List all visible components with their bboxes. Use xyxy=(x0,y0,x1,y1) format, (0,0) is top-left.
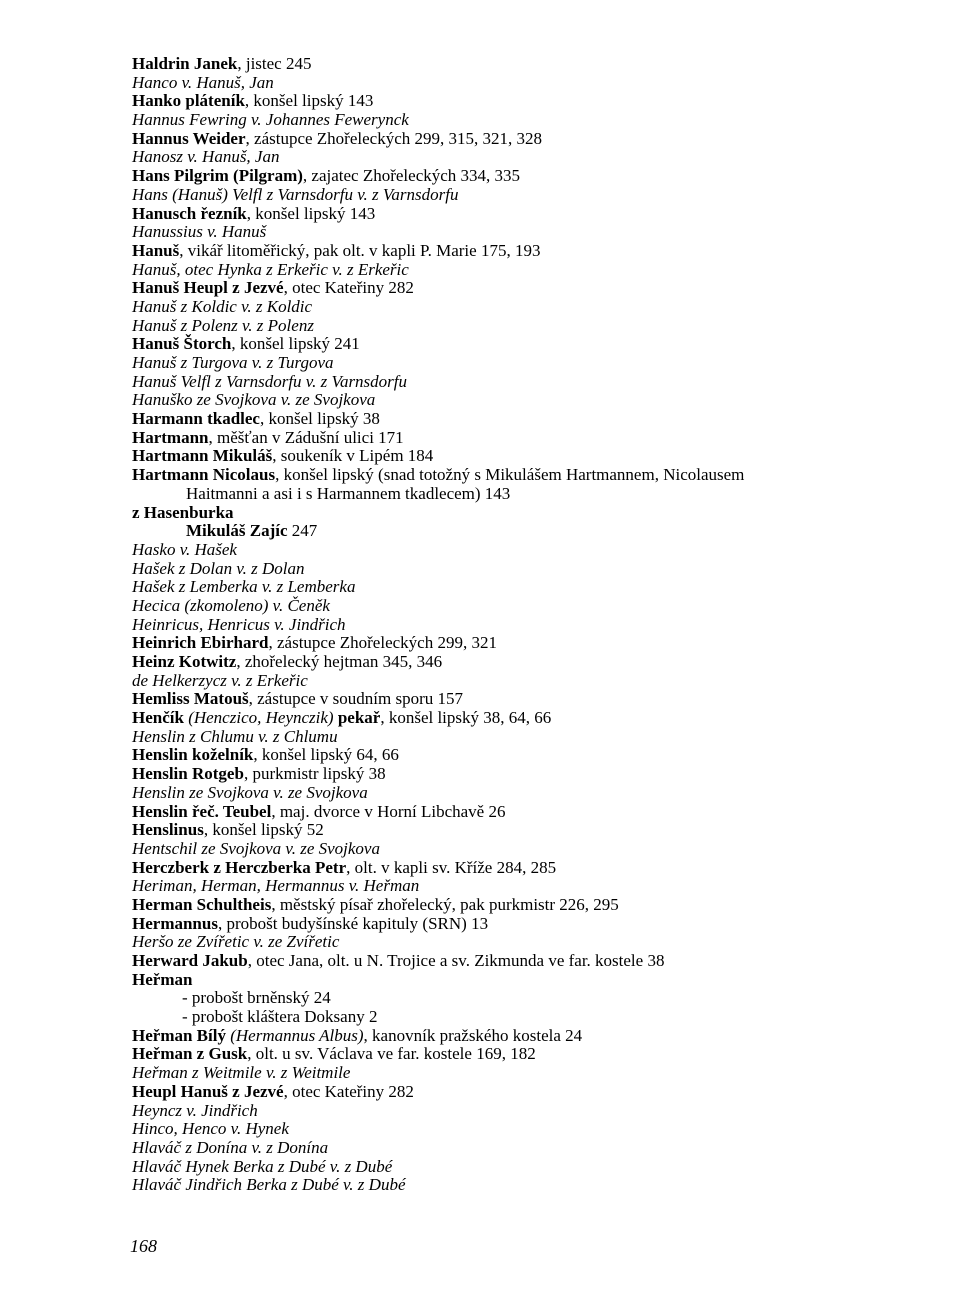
entry-italic-text: Hinco, Henco v. Hynek xyxy=(132,1119,289,1139)
entry-headword: z Hasenburka xyxy=(132,502,234,522)
entry-text: , otec Kateřiny 282 xyxy=(283,1081,414,1101)
entry-text: , konšel lipský 52 xyxy=(203,820,324,840)
entry-text: , kanovník pražského kostela 24 xyxy=(363,1025,583,1045)
entry-italic-text: Hlaváč Hynek Berka z Dubé v. z Dubé xyxy=(132,1156,393,1176)
index-entry xyxy=(132,915,932,934)
entry-headword: Hannus Weider xyxy=(132,128,246,148)
entry-headword: Hans Pilgrim (Pilgram) xyxy=(132,166,303,186)
index-entry xyxy=(132,335,932,354)
entry-text: , jistec 245 xyxy=(237,54,312,73)
entry-headword: Haldrin Janek xyxy=(132,54,238,73)
index-entry xyxy=(132,373,932,392)
index-entry xyxy=(132,653,932,672)
entry-headword: Hartmann Nicolaus xyxy=(132,465,276,485)
index-entry-list xyxy=(132,55,932,1195)
entry-headword: Heřman z Gusk xyxy=(132,1044,248,1064)
entry-headword: Herward Jakub xyxy=(132,951,248,971)
entry-text: , zástupce Zhořeleckých 299, 315, 321, 328 xyxy=(245,128,543,148)
entry-headword: Hanusch řezník xyxy=(132,203,247,223)
index-entry xyxy=(132,1120,932,1139)
index-entry xyxy=(132,1139,932,1158)
index-entry xyxy=(132,1008,932,1027)
entry-text: , konšel lipský 241 xyxy=(231,334,360,354)
entry-italic-text: Hanussius v. Hanuš xyxy=(132,222,267,242)
entry-italic-text: de Helkerzycz v. z Erkeřic xyxy=(132,670,308,690)
index-entry xyxy=(132,167,932,186)
entry-text: , konšel lipský 38, 64, 66 xyxy=(380,708,552,728)
entry-italic-text: Hans (Hanuš) Velfl z Varnsdorfu v. z Varnsdorfu xyxy=(132,184,459,204)
entry-text: , otec Jana, olt. u N. Trojice a sv. Zikmunda ve far. kostele 38 xyxy=(247,951,665,971)
entry-italic-text: Hlaváč z Donína v. z Donína xyxy=(132,1137,329,1157)
entry-headword: pekař xyxy=(337,708,381,728)
entry-text: , konšel lipský 38 xyxy=(259,409,380,429)
entry-italic-text: (Henczico, Heynczik) xyxy=(183,708,338,728)
entry-headword: Henčík xyxy=(132,708,184,728)
index-entry xyxy=(132,1045,932,1064)
entry-italic-text: Heriman, Herman, Hermannus v. Heřman xyxy=(132,876,420,896)
index-entry xyxy=(132,1158,932,1177)
entry-italic-text: Hanuš z Polenz v. z Polenz xyxy=(132,315,314,335)
entry-headword: Herczberk z Herczberka Petr xyxy=(132,857,347,877)
entry-italic-text: Hanuš z Koldic v. z Koldic xyxy=(132,296,313,316)
entry-headword: Hartmann Mikuláš xyxy=(132,446,273,466)
entry-italic-text: Hannus Fewring v. Johannes Fewerynck xyxy=(132,110,409,130)
entry-continuation: Haitmanni a asi i s Harmannem tkadlecem) 143 xyxy=(186,483,511,503)
index-entry xyxy=(132,130,932,149)
index-entry xyxy=(132,784,932,803)
entry-headword: Hanko pláteník xyxy=(132,91,245,111)
entry-headword: Hanuš xyxy=(132,240,180,260)
index-entry xyxy=(132,429,932,448)
entry-text: , konšel lipský (snad totožný s Mikulášem Hartmannem, Nicolausem xyxy=(275,465,745,485)
index-entry xyxy=(132,74,932,93)
entry-italic-text: (Hermannus Albus) xyxy=(225,1025,364,1045)
index-entry xyxy=(132,242,932,261)
index-entry xyxy=(132,541,932,560)
entry-headword: Heřman xyxy=(132,969,193,989)
entry-italic-text: Hanuško ze Svojkova v. ze Svojkova xyxy=(132,390,376,410)
entry-text: , měšťan v Zádušní ulici 171 xyxy=(208,427,404,447)
index-entry xyxy=(132,1064,932,1083)
index-entry xyxy=(132,634,932,653)
entry-text: , konšel lipský 64, 66 xyxy=(253,745,399,765)
entry-headword: Hanuš Heupl z Jezvé xyxy=(132,278,284,298)
entry-text: , konšel lipský 143 xyxy=(244,91,374,111)
entry-text: , probošt budyšínské kapituly (SRN) 13 xyxy=(217,913,489,933)
index-entry xyxy=(132,989,932,1008)
index-entry xyxy=(132,391,932,410)
entry-headword: Henslinus xyxy=(132,820,204,840)
index-entry xyxy=(132,466,932,503)
entry-headword: Herman Schultheis xyxy=(132,894,272,914)
entry-text: , olt. u sv. Václava ve far. kostele 169, 182 xyxy=(247,1044,536,1064)
entry-italic-text: Hanuš, otec Hynka z Erkeřic v. z Erkeřic xyxy=(132,259,409,279)
entry-text: , vikář litoměřický, pak olt. v kapli P. Marie 175, 193 xyxy=(179,240,541,260)
entry-italic-text: Hanuš Velfl z Varnsdorfu v. z Varnsdorfu xyxy=(132,371,408,391)
entry-headword: Henslin Rotgeb xyxy=(132,764,244,784)
entry-headword: Heupl Hanuš z Jezvé xyxy=(132,1081,284,1101)
index-entry xyxy=(132,933,932,952)
index-entry xyxy=(132,504,932,523)
index-entry xyxy=(132,1083,932,1102)
index-entry xyxy=(132,1176,932,1195)
entry-italic-text: Hanco v. Hanuš, Jan xyxy=(132,72,274,92)
index-entry xyxy=(132,971,932,990)
entry-italic-text: Hašek z Dolan v. z Dolan xyxy=(132,558,305,578)
entry-text: , zástupce v soudním sporu 157 xyxy=(248,689,463,709)
entry-italic-text: Heyncz v. Jindřich xyxy=(132,1100,258,1120)
index-entry xyxy=(132,840,932,859)
index-entry xyxy=(132,261,932,280)
index-entry xyxy=(132,55,932,74)
entry-text: - probošt kláštera Doksany 2 xyxy=(182,1007,378,1027)
index-entry xyxy=(132,111,932,130)
entry-text: , zhořelecký hejtman 345, 346 xyxy=(236,652,443,672)
index-entry xyxy=(132,223,932,242)
index-entry xyxy=(132,597,932,616)
index-entry xyxy=(132,1102,932,1121)
index-entry xyxy=(132,354,932,373)
entry-text: - probošt brněnský 24 xyxy=(182,988,331,1008)
index-entry xyxy=(132,279,932,298)
index-entry xyxy=(132,821,932,840)
index-entry xyxy=(132,859,932,878)
entry-headword: Hanuš Štorch xyxy=(132,334,232,354)
index-entry xyxy=(132,1027,932,1046)
entry-italic-text: Hentschil ze Svojkova v. ze Svojkova xyxy=(132,838,380,858)
index-entry xyxy=(132,317,932,336)
index-entry xyxy=(132,578,932,597)
entry-text: , otec Kateřiny 282 xyxy=(283,278,414,298)
index-entry xyxy=(132,560,932,579)
entry-text: , konšel lipský 143 xyxy=(246,203,376,223)
entry-headword: Henslin řeč. Teubel xyxy=(132,801,272,821)
entry-italic-text: Hanosz v. Hanuš, Jan xyxy=(132,147,280,167)
index-entry xyxy=(132,522,932,541)
entry-italic-text: Heršo ze Zvířetic v. ze Zvířetic xyxy=(132,932,340,952)
index-entry xyxy=(132,447,932,466)
index-entry xyxy=(132,186,932,205)
index-entry xyxy=(132,92,932,111)
index-entry xyxy=(132,616,932,635)
index-entry xyxy=(132,896,932,915)
index-entry xyxy=(132,746,932,765)
entry-text: , zástupce Zhořeleckých 299, 321 xyxy=(268,633,497,653)
entry-text: , soukeník v Lipém 184 xyxy=(272,446,434,466)
entry-headword: Henslin koželník xyxy=(132,745,254,765)
entry-text: 247 xyxy=(287,521,318,541)
entry-headword: Heinz Kotwitz xyxy=(132,652,237,672)
entry-italic-text: Hecica (zkomoleno) v. Čeněk xyxy=(132,595,330,615)
entry-headword: Heinrich Ebirhard xyxy=(132,633,269,653)
index-entry xyxy=(132,672,932,691)
entry-headword: Harmann tkadlec xyxy=(132,409,260,429)
index-entry xyxy=(132,765,932,784)
entry-headword: Hemliss Matouš xyxy=(132,689,249,709)
entry-headword: Hermannus xyxy=(132,913,218,933)
index-entry xyxy=(132,877,932,896)
page-number: 168 xyxy=(130,1236,157,1256)
entry-italic-text: Hlaváč Jindřich Berka z Dubé v. z Dubé xyxy=(132,1175,406,1195)
entry-italic-text: Hanuš z Turgova v. z Turgova xyxy=(132,353,334,372)
index-entry xyxy=(132,410,932,429)
index-entry xyxy=(132,690,932,709)
index-entry xyxy=(132,709,932,728)
index-entry xyxy=(132,952,932,971)
index-entry xyxy=(132,205,932,224)
entry-text: , zajatec Zhořeleckých 334, 335 xyxy=(302,166,521,186)
index-entry xyxy=(132,728,932,747)
entry-italic-text: Hasko v. Hašek xyxy=(132,539,237,559)
entry-italic-text: Heřman z Weitmile v. z Weitmile xyxy=(132,1063,351,1083)
entry-italic-text: Heinricus, Henricus v. Jindřich xyxy=(132,614,346,634)
entry-text: , maj. dvorce v Horní Libchavě 26 xyxy=(271,801,506,821)
index-entry xyxy=(132,148,932,167)
index-entry xyxy=(132,803,932,822)
entry-text: , purkmistr lipský 38 xyxy=(243,764,386,784)
entry-headword: Hartmann xyxy=(132,427,209,447)
entry-headword: Heřman Bílý xyxy=(132,1025,226,1045)
entry-text: , městský písař zhořelecký, pak purkmistr 226, 295 xyxy=(271,894,619,914)
index-entry xyxy=(132,298,932,317)
entry-headword: Mikuláš Zajíc xyxy=(186,521,288,541)
entry-italic-text: Henslin ze Svojkova v. ze Svojkova xyxy=(132,782,368,802)
entry-text: , olt. v kapli sv. Kříže 284, 285 xyxy=(346,857,557,877)
entry-italic-text: Henslin z Chlumu v. z Chlumu xyxy=(132,726,338,746)
entry-italic-text: Hašek z Lemberka v. z Lemberka xyxy=(132,577,356,597)
